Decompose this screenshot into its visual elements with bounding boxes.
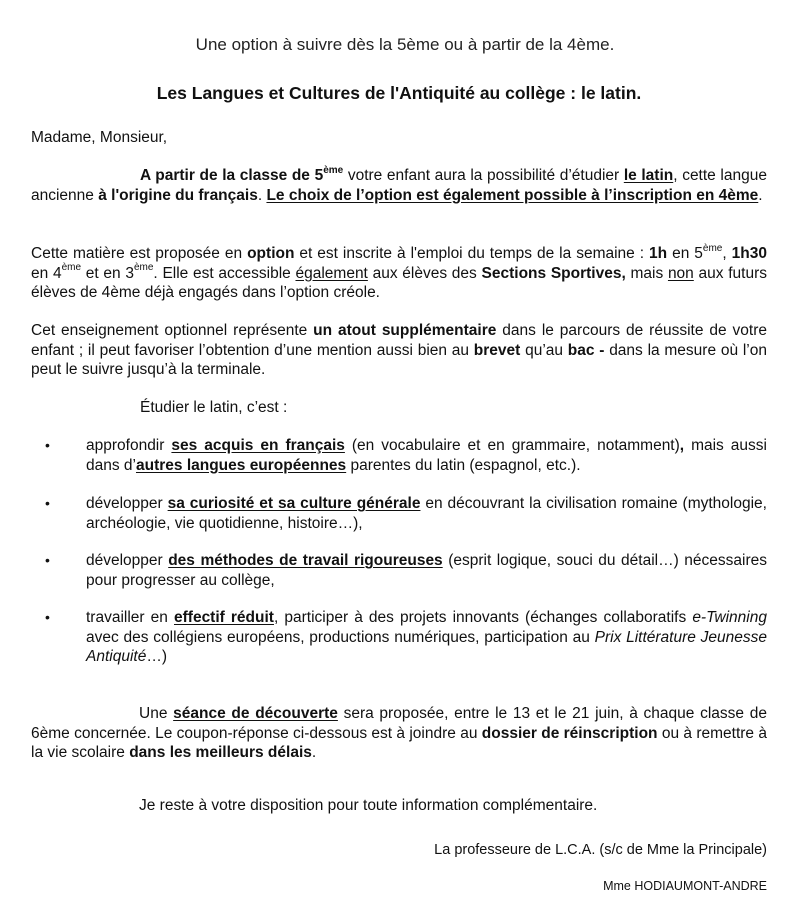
paragraph-benefits: Cet enseignement optionnel représente un atout supplémentaire dans le parcours de réussite de votre enfant ; il peut favoriser l’obtention d’une mention aussi bien au brevet qu’au bac - dans la mesure où l’on peut le suivre jusqu’à la terminale. bbox=[31, 322, 767, 378]
list-item: développer des méthodes de travail rigoureuses (esprit logique, souci du détail…) nécessaires pour progresser au collège, bbox=[86, 552, 767, 589]
list-item: approfondir ses acquis en français (en vocabulaire et en grammaire, notamment), mais aussi dans d’autres langues européennes parentes du latin (espagnol, etc.). bbox=[86, 437, 767, 474]
paragraph-discovery: Une séance de découverte sera proposée, entre le 13 et le 21 juin, à chaque classe de 6ème concernée. Le coupon-réponse ci-dessous est à joindre au dossier de réinscription ou à remettre à la vie scolaire dans les meilleurs délais. bbox=[31, 705, 767, 761]
bullet-marker: • bbox=[45, 552, 50, 568]
closing-line: Je reste à votre disposition pour toute information complémentaire. bbox=[139, 797, 598, 814]
bullet-marker: • bbox=[45, 495, 50, 511]
paragraph-intro: A partir de la classe de 5ème votre enfant aura la possibilité d’étudier le latin, cette langue ancienne à l'origine du français. Le choix de l’option est également possible à l’inscription en 4ème. bbox=[31, 164, 767, 204]
list-intro: Étudier le latin, c’est : bbox=[140, 399, 288, 416]
top-line: Une option à suivre dès la 5ème ou à partir de la 4ème. bbox=[195, 35, 615, 54]
bullet-marker: • bbox=[45, 437, 50, 453]
list-item: travailler en effectif réduit, participer à des projets innovants (échanges collaboratifs e-Twinning avec des collégiens européens, productions numériques, participation au Prix Littérature Jeunesse Antiquité…) bbox=[86, 609, 767, 665]
paragraph-schedule: Cette matière est proposée en option et est inscrite à l'emploi du temps de la semaine : 1h en 5ème, 1h30 en 4ème et en 3ème. Elle est accessible également aux élèves des Sections Sportives, mais non aux futurs élèves de 4ème déjà engagés dans l’option créole. bbox=[31, 242, 767, 301]
p1-start: A partir de la classe de 5ème bbox=[140, 164, 344, 184]
p1-latin: le latin bbox=[623, 167, 674, 184]
bullet-marker: • bbox=[45, 609, 50, 625]
list-item: développer sa curiosité et sa culture générale en découvrant la civilisation romaine (mythologie, archéologie, vie quotidienne, histoire…), bbox=[86, 495, 767, 532]
signature-role: La professeure de L.C.A. (s/c de Mme la Principale) bbox=[434, 842, 767, 858]
page-title: Les Langues et Cultures de l'Antiquité au collège : le latin. bbox=[156, 83, 642, 103]
salutation: Madame, Monsieur, bbox=[31, 129, 168, 146]
signature-name: Mme HODIAUMONT-ANDRE bbox=[603, 879, 767, 893]
p1-option-4eme: Le choix de l’option est également possible à l’inscription en 4ème bbox=[266, 186, 759, 204]
